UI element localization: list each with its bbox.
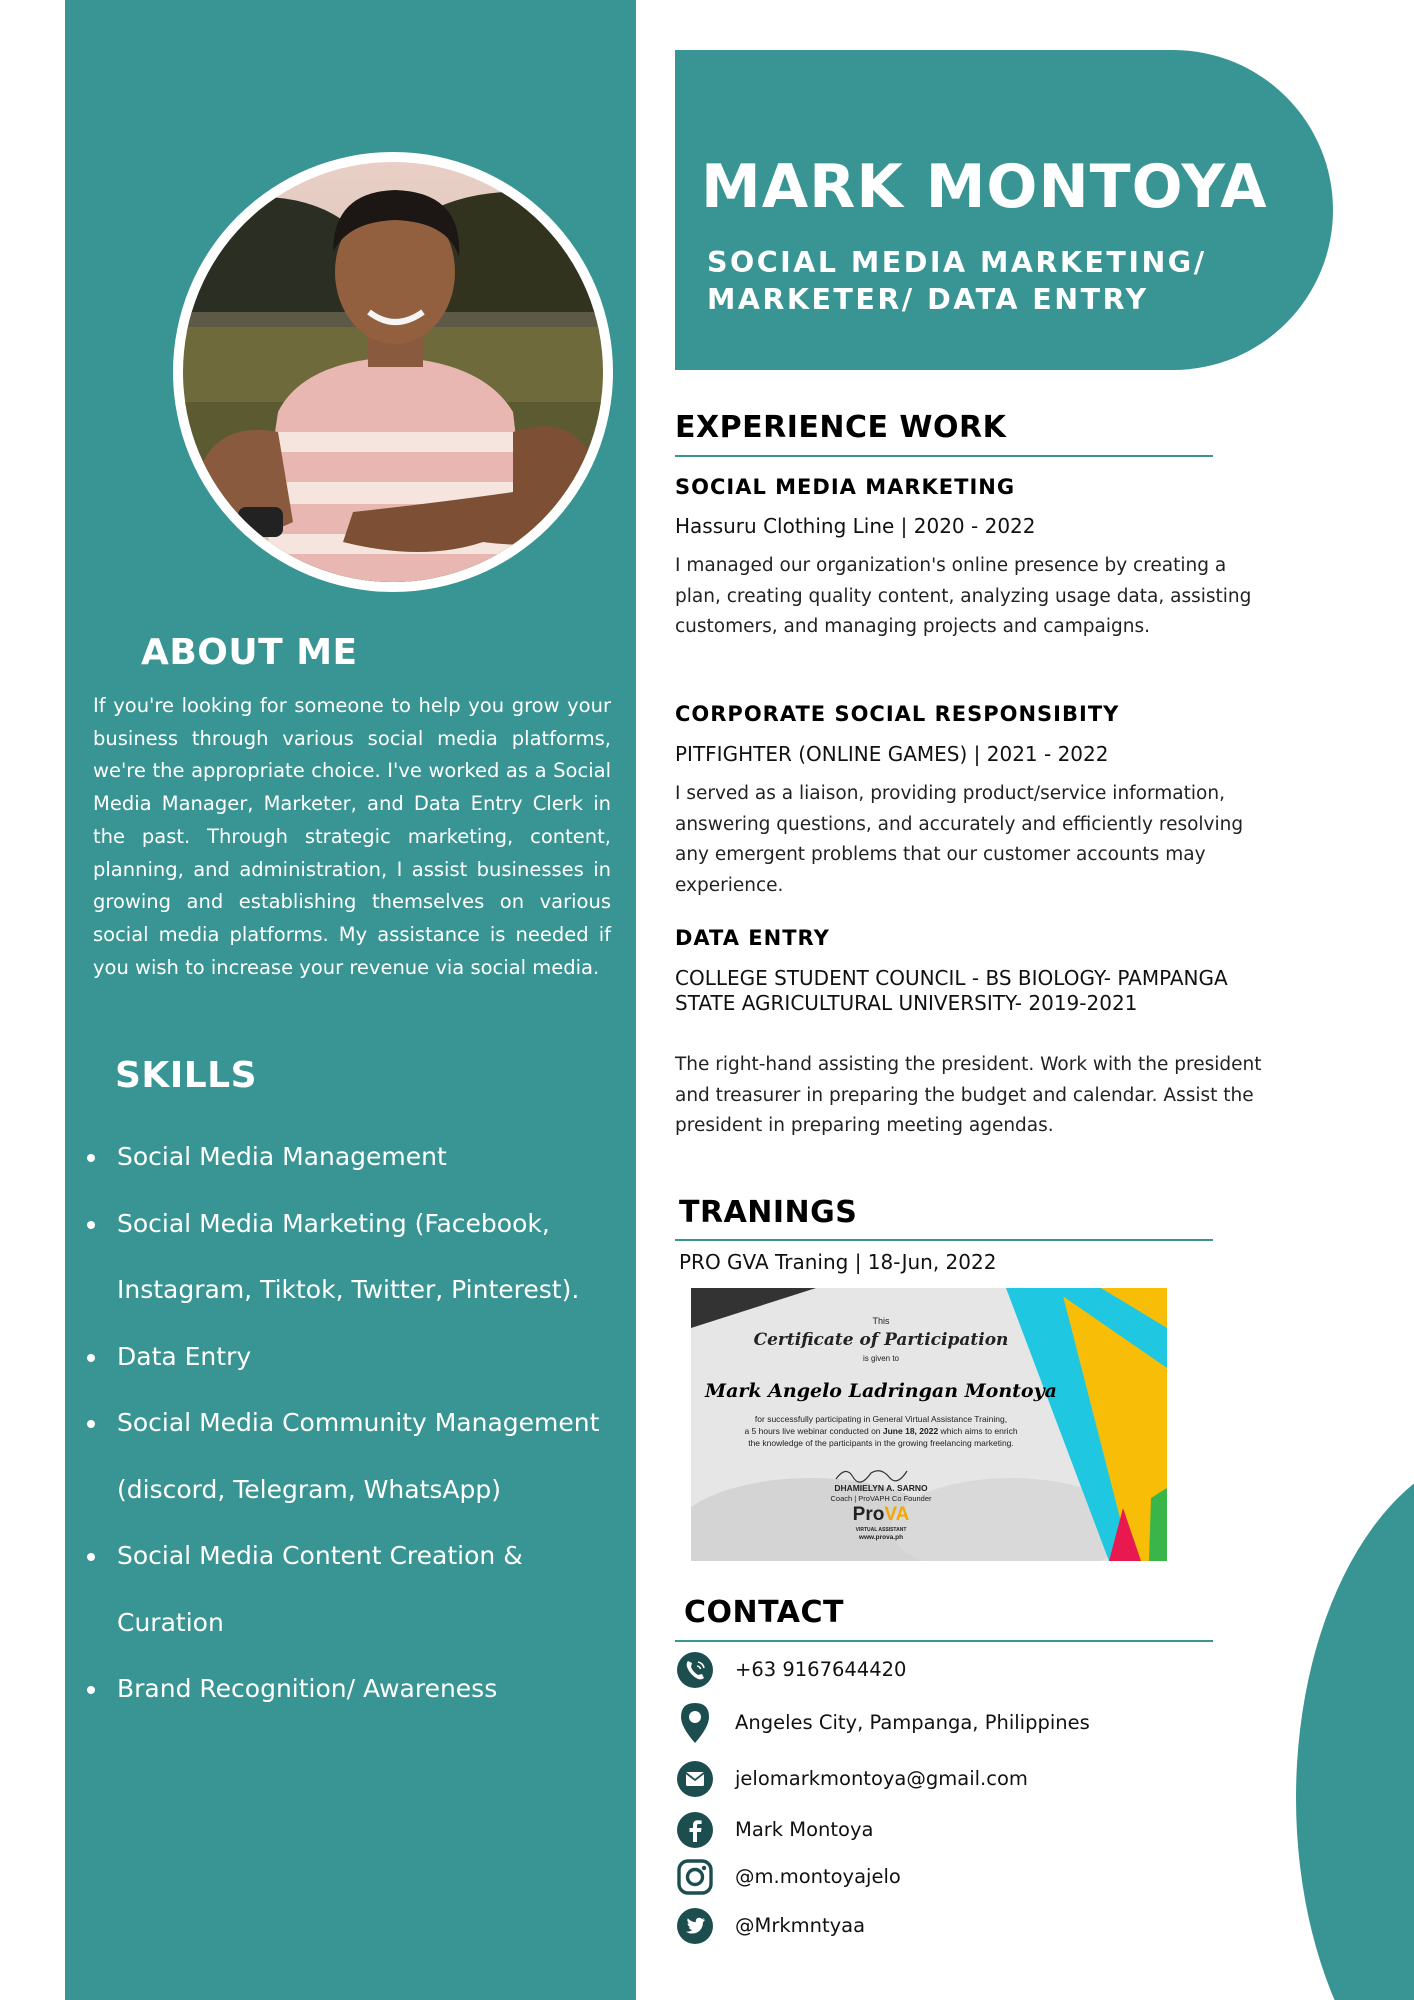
certificate-given: is given to	[862, 1354, 900, 1363]
email-icon	[676, 1760, 714, 1798]
skill-item: Social Media Marketing (Facebook, Instagram, Tiktok, Twitter, Pinterest).	[117, 1191, 637, 1324]
certificate-recipient: Mark Angelo Ladringan Montoya	[705, 1380, 1057, 1402]
email-address: jelomarkmontoya@gmail.com	[735, 1767, 1028, 1790]
experience-heading: EXPERIENCE WORK	[675, 410, 1007, 445]
instagram-icon	[676, 1858, 714, 1896]
job-2-meta: PITFIGHTER (ONLINE GAMES) | 2021 - 2022	[675, 742, 1109, 766]
signature-mark	[831, 1463, 911, 1485]
job-title-line-2: MARKETER/ DATA ENTRY	[707, 283, 1149, 316]
skill-item: Social Media Content Creation & Curation	[117, 1523, 637, 1656]
location-text: Angeles City, Pampanga, Philippines	[735, 1711, 1090, 1734]
facebook-icon	[676, 1811, 714, 1849]
job-3-meta: COLLEGE STUDENT COUNCIL - BS BIOLOGY- PAMPANGA STATE AGRICULTURAL UNIVERSITY- 2019-2021	[675, 966, 1228, 1015]
candidate-name: MARK MONTOYA	[701, 152, 1268, 222]
skill-item: Data Entry	[117, 1324, 637, 1391]
profile-photo-illustration	[183, 162, 603, 582]
prova-logo: ProVA	[852, 1504, 910, 1525]
job-1-meta: Hassuru Clothing Line | 2020 - 2022	[675, 514, 1036, 538]
header-banner	[675, 50, 1333, 370]
twitter-icon	[676, 1907, 714, 1945]
skills-list	[117, 1124, 637, 1723]
job-title-headline	[707, 244, 1307, 318]
job-1-title: SOCIAL MEDIA MARKETING	[675, 475, 1016, 499]
location-pin-icon	[676, 1701, 714, 1745]
trainings-divider	[675, 1239, 1213, 1241]
about-text: If you're looking for someone to help you grow your business through various social media platforms, we're the appropriate choice. I've worked as a Social Media Manager, Marketer, and Data Entry Clerk in the past. Through strategic marketing, content, planning, and administration, I assist businesses in growing and establishing themselves on various social media platforms. My assistance is needed if you wish to increase your revenue via social media.	[93, 694, 611, 979]
contact-heading: CONTACT	[684, 1595, 844, 1630]
certificate-image	[691, 1288, 1167, 1561]
job-2-description: I served as a liaison, providing product/service information, answering questions, and accurately and efficiently resolving any emergent problems that our customer accounts may experience.	[675, 783, 1244, 896]
certificate-signer-role: Coach | ProVAPH Co Founder	[830, 1494, 932, 1503]
job-title-line-1: SOCIAL MEDIA MARKETING/	[707, 246, 1207, 279]
job-2-title: CORPORATE SOCIAL RESPONSIBITY	[675, 702, 1120, 726]
skill-item: Social Media Management	[117, 1124, 637, 1191]
job-3-description: The right-hand assisting the president. Work with the president and treasurer in preparing the budget and calendar. Assist the president in preparing meeting agendas.	[675, 1054, 1262, 1136]
trainings-heading: TRANINGS	[679, 1195, 858, 1230]
experience-divider	[675, 455, 1213, 457]
profile-photo-frame	[173, 152, 613, 592]
about-heading: ABOUT ME	[141, 632, 358, 673]
certificate-this: This	[872, 1316, 890, 1326]
decorative-circle	[1296, 1448, 1414, 2000]
certificate-title: Certificate of Participation	[753, 1330, 1009, 1350]
certificate-body-line-3: the knowledge of the participants in the growing freelancing marketing.	[748, 1438, 1014, 1448]
sidebar	[65, 0, 636, 2000]
job-1-description: I managed our organization's online presence by creating a plan, creating quality content, analyzing usage data, assisting customers, and managing projects and campaigns.	[675, 555, 1252, 637]
skills-heading: SKILLS	[115, 1055, 258, 1096]
prova-subtitle: VIRTUAL ASSISTANT	[855, 1527, 907, 1533]
phone-icon	[676, 1651, 714, 1689]
facebook-name: Mark Montoya	[735, 1818, 874, 1841]
certificate-body-line-2: a 5 hours live webinar conducted on June 18, 2022 which aims to enrich	[744, 1426, 1018, 1436]
profile-photo	[183, 162, 603, 582]
skill-item: Brand Recognition/ Awareness	[117, 1656, 637, 1723]
twitter-handle: @Mrkmntyaa	[735, 1914, 866, 1937]
contact-divider	[675, 1640, 1213, 1642]
training-item: PRO GVA Traning | 18-Jun, 2022	[679, 1250, 997, 1274]
certificate-body-line-1: for successfully participating in General Virtual Assistance Training,	[754, 1414, 1008, 1424]
phone-number: +63 9167644420	[735, 1658, 907, 1681]
certificate-signer: DHAMIELYN A. SARNO	[834, 1483, 928, 1493]
certificate-website: www.prova.ph	[858, 1534, 904, 1541]
instagram-handle: @m.montoyajelo	[735, 1865, 901, 1888]
job-3-title: DATA ENTRY	[675, 926, 830, 950]
skill-item: Social Media Community Management (discord, Telegram, WhatsApp)	[117, 1390, 637, 1523]
